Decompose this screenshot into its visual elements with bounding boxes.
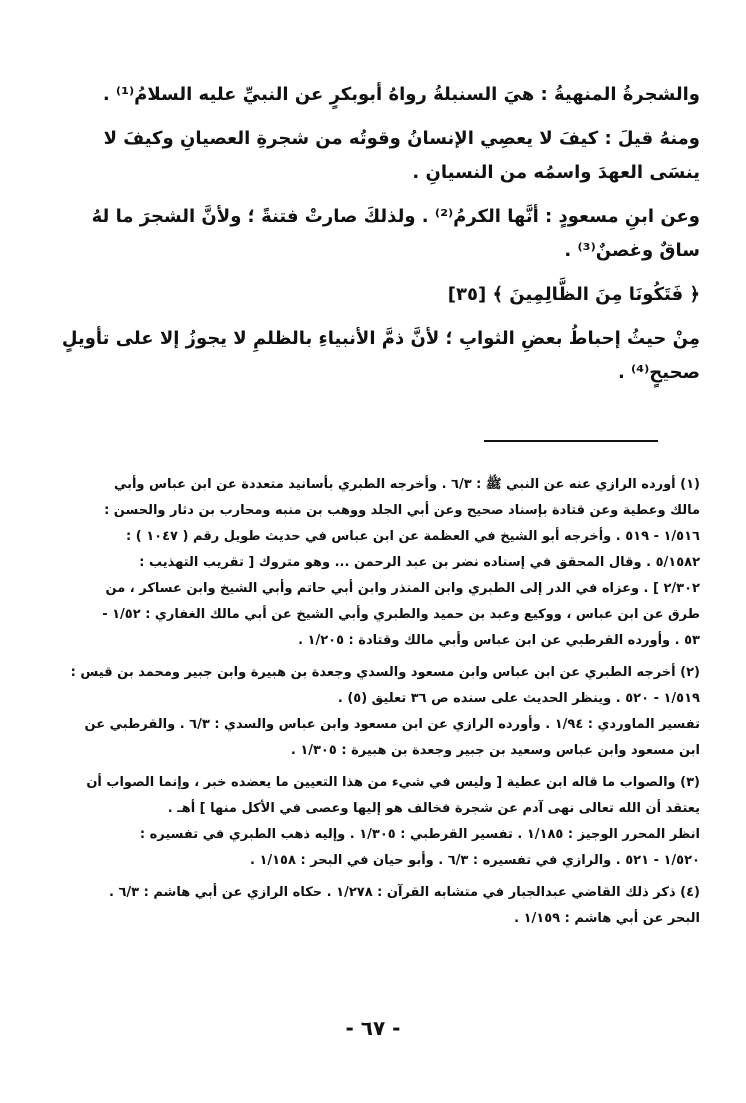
footnote-2 (50, 660, 700, 764)
footnote-separator (484, 440, 658, 442)
footnote-line: ١/٥٢٠ - ٥٢١ . والرازي في تفسيره : ٦/٣ . وأبو حيان في البحر : ١/١٥٨ . (249, 853, 700, 868)
footnote-line: ٥٣ . وأورده القرطبي عن ابن عباس وأبي مالك وقتادة : ١/٢٠٥ . (298, 633, 700, 648)
quran-verse: ﴿ فَتَكُونَا مِنَ الظَّالِمِينَ ﴾ [٣٥] (447, 284, 700, 305)
page-number: - ٦٧ - (345, 1016, 401, 1040)
footnote-line: (٤) ذكر ذلك القاضي عبدالجبار في متشابه القرآن : ١/٢٧٨ . حكاه الرازي عن أبي هاشم : ٦/٣ . (109, 885, 700, 900)
footnote-3 (50, 770, 700, 874)
footnote-line: انظر المحرر الوجيز : ١/١٨٥ . تفسير القرطبي : ١/٣٠٥ . وإليه ذهب الطبري في تفسيره : (139, 827, 700, 842)
footnote-line: (١) أورده الرازي عنه عن النبي ﷺ : ٦/٣ . وأخرجه الطبري بأسانيد متعددة عن ابن عباس وأبي (113, 477, 700, 492)
footnote-line: (٢) أخرجه الطبري عن ابن عباس وابن مسعود والسدي وجعدة بن هبيرة وابن جبير ومحمد بن قيس : (70, 665, 700, 680)
paragraph-interpretation: مِنْ حيثُ إحباطُ بعضِ الثوابِ ؛ لأنَّ ذمَّ الأنبياءِ بالظلمِ لا يجوزُ إلا على تأويلٍ صحيحٍ⁽⁴⁾ . (61, 328, 700, 383)
footnote-line: تفسير الماوردي : ١/٩٤ . وأورده الرازي عن ابن مسعود وابن عباس والسدي : ٦/٣ . والقرطبي عن (84, 717, 700, 732)
footnote-line: ١/٥١٦ - ٥١٩ . وأخرجه أبو الشيخ في العظمة عن ابن عباس في حديث طويل رقم ( ١٠٤٧ ) : (126, 529, 700, 544)
paragraph-sin: ومنهُ قيلَ : كيفَ لا يعصِي الإنسانُ وقوتُه من شجرةِ العصيانِ وكيفَ لا ينسَى العهدَ واسمُه من النسيانِ . (103, 128, 700, 183)
footnote-line: البحر عن أبي هاشم : ١/١٥٩ . (514, 911, 700, 926)
paragraph-tree: والشجرةُ المنهيةُ : هيَ السنبلةُ رواهُ أبوبكرٍ عن النبيِّ عليه السلامُ⁽¹⁾ . (102, 84, 700, 105)
main-text (60, 78, 700, 400)
footnote-line: مالك وعطية وعن قتادة بإسناد صحيح وعن أبي الجلد ووهب بن منبه ومحارب بن دثار والحسن : (104, 503, 700, 518)
paragraph-ibn-masud: وعن ابنِ مسعودٍ : أنَّها الكرمُ⁽²⁾ . ولذلكَ صارتْ فتنةً ؛ ولأنَّ الشجرَ ما لهُ ساقٌ وغصنٌ⁽³⁾ . (91, 206, 700, 261)
footnote-line: يعتقد أن الله تعالى نهى آدم عن شجرة فخالف هو إليها وعصى في الأكل منها ] أهـ . (167, 801, 700, 816)
footnote-line: ابن مسعود وابن عباس وسعيد بن جبير وجعدة بن هبيرة : ١/٣٠٥ . (290, 743, 700, 758)
footnote-line: طرق عن ابن عباس ، ووكيع وعبد بن حميد والطبري وأبي الشيخ عن أبي مالك الغفاري : ١/٥٢ - (102, 607, 700, 622)
footnote-4 (50, 880, 700, 932)
footnote-1 (50, 472, 700, 654)
footnote-line: ٢/٣٠٢ ] . وعزاه في الدر إلى الطبري وابن المنذر وابن أبي حاتم وأبي الشيخ وابن عساكر ، من (105, 581, 700, 596)
footnote-line: ٥/١٥٨٢ . وقال المحقق في إسناده نضر بن عبد الرحمن ... وهو متروك [ تقريب التهذيب : (139, 555, 700, 570)
footnote-line: (٣) والصواب ما قاله ابن عطية [ وليس في شيء من هذا التعيين ما يعضده خبر ، وإنما الصواب أن (86, 775, 700, 790)
footnote-line: ١/٥١٩ - ٥٢٠ . وينظر الحديث على سنده ص ٣٦ تعليق (٥) . (337, 691, 700, 706)
footnotes (50, 472, 700, 938)
